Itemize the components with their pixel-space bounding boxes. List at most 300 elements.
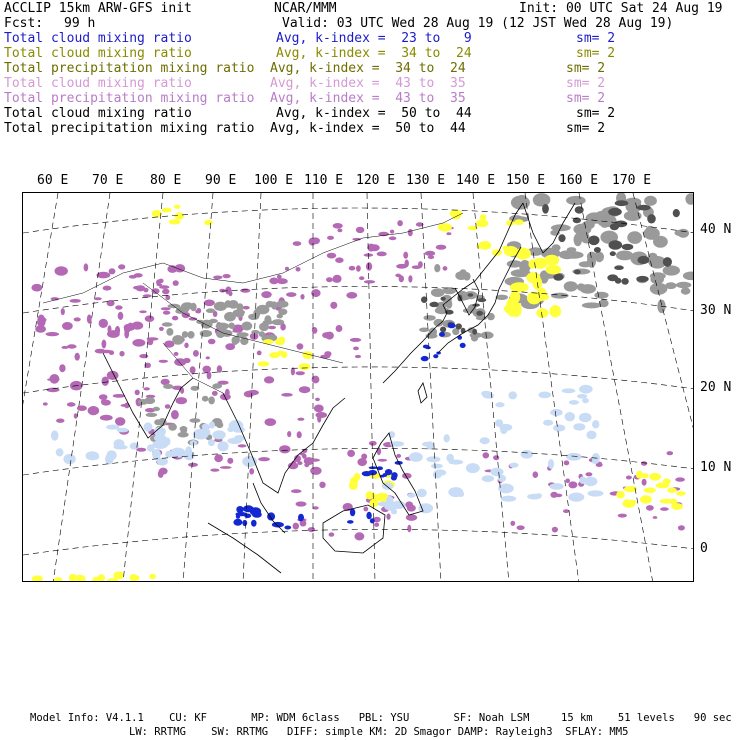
cloud-patch-light-blue <box>449 460 464 465</box>
cloud-patch-dark-gray <box>477 298 486 302</box>
cloud-patch-blue <box>242 520 247 526</box>
field-smoothing: sm= 2 <box>576 31 616 46</box>
cloud-patch-purple <box>329 532 335 536</box>
cloud-patch-purple <box>206 356 210 359</box>
cloud-patch-purple <box>139 310 147 313</box>
cloud-patch-gray <box>564 281 578 291</box>
cloud-patch-light-blue <box>579 385 593 394</box>
cloud-patch-gray <box>631 235 641 243</box>
cloud-patch-purple <box>232 330 242 333</box>
cloud-patch-blue <box>433 354 438 358</box>
cloud-patch-purple <box>67 344 77 348</box>
field-row <box>0 61 740 76</box>
cloud-patch-purple <box>407 525 411 532</box>
cloud-patch-yellow <box>162 208 172 213</box>
cloud-patch-dark-gray <box>608 208 622 216</box>
cloud-patch-purple <box>277 278 288 284</box>
cloud-patch-light-blue <box>569 400 579 405</box>
cloud-patch-purple <box>364 280 375 283</box>
cloud-patch-dark-gray <box>588 236 599 246</box>
lon-label: 170 E <box>612 173 652 188</box>
cloud-patch-light-blue <box>538 392 551 399</box>
cloud-patch-purple <box>377 252 387 257</box>
cloud-patch-yellow <box>476 220 489 228</box>
cloud-patch-purple <box>74 317 81 321</box>
cloud-patch-purple <box>350 338 361 342</box>
cloud-patch-purple <box>374 523 379 527</box>
cloud-patch-gray <box>564 251 583 259</box>
cloud-patch-purple <box>428 255 434 259</box>
fcst-label: Fcst: <box>4 16 44 31</box>
cloud-patch-light-blue <box>212 430 225 439</box>
cloud-patch-dark-gray <box>637 205 651 211</box>
coastline-taiwan <box>418 383 427 403</box>
cloud-patch-dark-gray <box>472 329 477 335</box>
cloud-patch-purple <box>347 450 355 457</box>
map-frame <box>22 192 694 582</box>
cloud-patch-light-blue <box>444 434 450 442</box>
cloud-patch-gray <box>665 282 676 289</box>
cloud-patch-purple <box>113 394 125 398</box>
cloud-patch-blue <box>284 526 291 530</box>
cloud-patch-gray <box>663 265 680 275</box>
cloud-patch-purple <box>31 284 42 292</box>
cloud-patch-purple <box>156 279 161 285</box>
cloud-patch-light-blue <box>106 425 119 430</box>
cloud-patch-purple <box>139 354 148 358</box>
cloud-patch-gray <box>650 275 664 284</box>
field-name: Total precipitation mixing ratio <box>4 61 255 76</box>
field-k-index: Avg, k-index = 43 to 35 <box>270 76 466 91</box>
cloud-patch-yellow <box>532 293 549 301</box>
cloud-patch-light-blue <box>579 413 592 423</box>
cloud-patch-gray <box>263 320 274 325</box>
cloud-patch-purple <box>563 509 569 513</box>
cloud-patch-blue <box>460 343 466 348</box>
cloud-patch-purple <box>357 458 367 466</box>
cloud-patch-purple <box>38 315 45 325</box>
cloud-patch-dark-gray <box>468 293 474 297</box>
cloud-patch-gray <box>616 251 633 261</box>
cloud-patch-yellow <box>546 265 562 275</box>
cloud-patch-purple <box>408 275 412 282</box>
cloud-patch-yellow <box>258 361 270 366</box>
cloud-patch-light-blue <box>227 427 234 432</box>
cloud-patch-blue <box>236 506 243 513</box>
meridian-line <box>473 193 509 582</box>
cloud-patch-purple <box>159 360 168 363</box>
cloud-patch-light-blue <box>483 393 494 399</box>
lon-label: 70 E <box>92 173 124 188</box>
cloud-patch-light-blue <box>592 420 599 428</box>
cloud-patch-purple <box>133 286 144 290</box>
cloud-patch-yellow <box>676 491 686 496</box>
cloud-patch-gray <box>163 384 173 389</box>
cloud-patch-blue <box>236 514 240 519</box>
cloud-patch-light-blue <box>426 441 434 450</box>
cloud-patch-gray <box>419 328 429 333</box>
cloud-patch-purple <box>667 451 674 455</box>
cloud-patch-yellow <box>169 219 181 224</box>
cloud-patch-dark-gray <box>636 276 648 282</box>
cloud-patch-purple <box>297 418 304 421</box>
cloud-patch-yellow <box>299 363 310 370</box>
graticule-layer <box>23 193 694 582</box>
cloud-patch-purple <box>304 463 309 467</box>
cloud-patch-light-blue <box>549 483 563 490</box>
cloud-patch-dark-gray <box>431 302 439 307</box>
init-time: Init: 00 UTC Sat 24 Aug 19 <box>519 1 723 16</box>
cloud-patch-purple <box>55 266 68 276</box>
cloud-patch-light-blue <box>501 496 516 502</box>
cloud-patch-purple <box>220 466 232 469</box>
cloud-patch-purple <box>646 505 654 511</box>
cloud-patch-purple <box>386 513 390 519</box>
cloud-patch-light-blue <box>579 476 586 484</box>
lat-label: 0 <box>700 541 708 556</box>
field-row <box>0 91 740 106</box>
cloud-patch-purple <box>355 532 365 540</box>
cloud-patch-purple <box>297 343 304 349</box>
cloud-patch-light-blue <box>584 477 597 487</box>
cloud-patch-yellow <box>622 500 635 508</box>
cloud-patch-yellow <box>636 471 643 479</box>
cloud-patch-blue <box>252 511 262 518</box>
cloud-patch-purple <box>257 351 262 356</box>
cloud-patch-gray <box>587 252 597 262</box>
cloud-patch-yellow <box>670 499 678 505</box>
cloud-patch-purple <box>165 404 171 409</box>
cloud-patch-light-blue <box>217 441 228 451</box>
cloud-patch-purple <box>204 300 215 307</box>
lon-label: 160 E <box>559 173 599 188</box>
cloud-patch-purple <box>353 347 359 351</box>
cloud-patch-light-blue <box>56 448 64 456</box>
cloud-patch-gray <box>434 264 440 272</box>
coastline-indochina <box>223 393 345 493</box>
cloud-patch-dark-gray <box>614 265 624 270</box>
cloud-patch-light-blue <box>550 409 562 416</box>
cloud-patch-light-blue <box>548 459 554 469</box>
cloud-patch-gray <box>685 193 694 205</box>
cloud-patch-purple <box>107 330 120 338</box>
cloud-patch-yellow <box>366 491 374 499</box>
cloud-patch-purple <box>446 232 451 235</box>
cloud-patch-blue <box>391 475 397 480</box>
fcst-value: 99 h <box>64 16 96 31</box>
cloud-patch-purple <box>296 371 305 375</box>
cloud-patch-purple <box>100 415 113 421</box>
cloud-patch-purple <box>349 266 356 271</box>
cloud-patch-gray <box>187 331 194 339</box>
cloud-patch-purple <box>210 469 219 472</box>
cloud-patch-yellow <box>278 337 285 341</box>
meridian-line <box>23 193 58 582</box>
cloud-patch-light-blue <box>521 450 533 459</box>
cloud-patch-purple <box>312 327 318 334</box>
cloud-patch-dark-gray <box>594 247 601 253</box>
valid-time: Valid: 03 UTC Wed 28 Aug 19 (12 JST Wed 28 Aug 19) <box>282 16 674 31</box>
cloud-patch-purple <box>265 418 277 426</box>
cloud-patch-gray <box>202 396 209 402</box>
cloud-patch-purple <box>99 394 108 400</box>
cloud-patch-dark-gray <box>647 214 656 223</box>
lon-label: 100 E <box>254 173 294 188</box>
model-info-line1: Model Info: V4.1.1 CU: KF MP: WDM 6class PBL: YSU SF: Noah LSM 15 km 51 levels 90 sec <box>30 712 732 724</box>
cloud-patch-gray <box>224 312 236 322</box>
cloud-patch-purple <box>425 251 435 256</box>
cloud-patch-yellow <box>450 210 463 218</box>
field-k-index: Avg, k-index = 34 to 24 <box>270 61 466 76</box>
cloud-patch-yellow <box>536 308 548 318</box>
cloud-patch-light-blue <box>409 452 423 462</box>
cloud-patch-purple <box>99 319 108 328</box>
cloud-patch-light-blue <box>434 469 446 475</box>
cloud-patch-purple <box>335 257 343 263</box>
cloud-patch-purple <box>132 339 145 347</box>
cloud-patch-purple <box>293 523 299 530</box>
cloud-patch-gray <box>200 330 212 337</box>
cloud-patch-yellow <box>369 499 378 507</box>
cloud-patch-purple <box>653 516 658 519</box>
cloud-patch-purple <box>483 452 490 458</box>
cloud-patch-light-blue <box>152 449 161 460</box>
lon-label: 130 E <box>406 173 446 188</box>
cloud-patch-purple <box>311 237 320 244</box>
cloud-patch-purple <box>660 507 669 511</box>
cloud-patch-purple <box>359 276 364 280</box>
cloud-patch-dark-gray <box>622 244 634 250</box>
field-row <box>0 46 740 61</box>
cloud-patch-purple <box>407 505 416 512</box>
cloud-patch-purple <box>436 245 447 250</box>
cloud-patch-light-blue <box>562 388 576 393</box>
cloud-patch-purple <box>145 315 155 322</box>
cloud-patch-purple <box>202 366 211 373</box>
field-smoothing: sm= 2 <box>566 121 606 136</box>
cloud-patch-purple <box>552 527 558 533</box>
cloud-patch-purple <box>408 229 413 236</box>
cloud-patch-purple <box>264 376 274 383</box>
field-smoothing: sm= 2 <box>576 106 616 121</box>
cloud-patch-light-blue <box>391 509 397 514</box>
cloud-patch-purple <box>568 481 577 488</box>
cloud-patch-yellow <box>438 223 452 232</box>
cloud-patch-purple <box>144 288 149 293</box>
cloud-patch-purple <box>268 326 276 329</box>
cloud-patch-purple <box>317 415 321 423</box>
cloud-patch-blue <box>449 323 456 328</box>
cloud-patch-light-blue <box>543 420 553 426</box>
cloud-patch-purple <box>369 441 377 446</box>
cloud-patch-light-blue <box>509 463 518 468</box>
cloud-patch-light-blue <box>508 391 517 399</box>
cloud-patch-purple <box>297 461 302 465</box>
cloud-patch-yellow <box>512 303 522 317</box>
cloud-patch-dark-gray <box>574 270 581 275</box>
field-name: Total cloud mixing ratio <box>4 106 192 121</box>
cloud-patch-purple <box>62 322 73 330</box>
cloud-patch-yellow <box>550 305 562 317</box>
cloud-patch-yellow <box>502 246 509 251</box>
cloud-patch-gray <box>162 322 173 326</box>
cloud-patch-gray <box>242 322 253 331</box>
cloud-patch-purple <box>396 264 407 269</box>
cloud-patch-light-blue <box>573 423 585 430</box>
cloud-patch-blue <box>370 518 375 523</box>
cloud-patch-gray <box>253 309 260 318</box>
cloud-patch-light-blue <box>553 425 565 432</box>
lat-label: 10 N <box>700 460 732 475</box>
cloud-patch-gray <box>181 302 194 310</box>
field-name: Total cloud mixing ratio <box>4 76 192 91</box>
cloud-patch-purple <box>356 265 361 271</box>
cloud-patch-light-blue <box>417 489 427 498</box>
meridian-line <box>123 193 163 582</box>
cloud-patch-light-blue <box>378 502 392 507</box>
cloud-patch-purple <box>403 252 408 259</box>
cloud-patch-purple <box>336 325 343 332</box>
cloud-patch-purple <box>311 289 320 297</box>
cloud-patch-gray <box>172 335 184 345</box>
cloud-patch-purple <box>675 477 685 481</box>
cloud-patch-purple <box>258 457 270 461</box>
cloud-patch-purple <box>286 292 296 297</box>
cloud-patch-purple <box>176 397 187 404</box>
cloud-patch-purple <box>183 358 190 363</box>
cloud-patch-purple <box>101 400 109 403</box>
field-smoothing: sm= 2 <box>576 46 616 61</box>
cloud-patch-blue <box>362 471 372 476</box>
cloud-patch-gray <box>424 315 436 321</box>
cloud-patch-purple <box>678 525 685 530</box>
field-row <box>0 106 740 121</box>
cloud-patch-gray <box>266 301 274 308</box>
field-k-index: Avg, k-index = 23 to 9 <box>276 31 472 46</box>
cloud-patch-purple <box>100 350 113 354</box>
cloud-patch-yellow <box>510 291 520 304</box>
cloud-patch-purple <box>279 445 290 453</box>
cloud-patch-purple <box>324 351 331 357</box>
cloud-patch-purple <box>163 311 170 315</box>
cloud-patch-light-blue <box>105 454 114 464</box>
field-name: Total precipitation mixing ratio <box>4 121 255 136</box>
cloud-patch-purple <box>88 406 100 415</box>
cloud-patch-purple <box>132 322 144 330</box>
cloud-patch-purple <box>333 223 343 229</box>
field-smoothing: sm= 2 <box>566 61 606 76</box>
cloud-patch-purple <box>159 468 168 475</box>
cloud-patch-gray <box>146 413 158 417</box>
cloud-patch-purple <box>115 417 125 426</box>
cloud-patch-purple <box>174 352 179 356</box>
cloud-patch-gray <box>683 272 694 281</box>
cloud-patch-purple <box>316 412 328 418</box>
cloud-patch-light-blue <box>154 434 166 442</box>
cloud-patch-purple <box>296 501 307 506</box>
cloud-patch-light-blue <box>114 439 125 448</box>
cloud-patch-gray <box>144 397 155 404</box>
cloud-patch-purple <box>399 275 404 282</box>
cloud-patch-gray <box>676 282 691 288</box>
cloud-patch-dark-gray <box>621 278 628 285</box>
cloud-patch-gray <box>577 283 586 290</box>
cloud-patch-blue <box>298 514 304 521</box>
cloud-patch-purple <box>641 461 647 466</box>
lat-label: 20 N <box>700 380 732 395</box>
cloud-patch-purple <box>103 286 112 291</box>
cloud-patch-yellow <box>616 491 625 499</box>
cloud-patch-purple <box>310 459 320 462</box>
cloud-patch-gray <box>582 221 595 230</box>
cloud-patch-purple <box>389 236 397 240</box>
cloud-patch-gray <box>582 302 602 308</box>
cloud-patch-gray <box>431 288 445 297</box>
cloud-patch-purple <box>77 405 87 411</box>
cloud-patch-purple <box>135 390 140 396</box>
cloud-patch-light-blue <box>185 446 192 456</box>
cloud-patch-blue <box>233 519 242 526</box>
cloud-patch-light-blue <box>588 490 604 496</box>
cloud-patch-purple <box>293 241 302 246</box>
cloud-patch-light-blue <box>448 487 463 497</box>
cloud-patch-gray <box>216 422 223 428</box>
cloud-patch-light-blue <box>568 493 584 502</box>
cloud-patch-light-blue <box>500 425 507 434</box>
cloud-patch-purple <box>102 340 107 349</box>
cloud-patch-dark-gray <box>673 209 680 217</box>
cloud-patch-purple <box>225 287 231 295</box>
cloud-patch-gray <box>533 193 551 206</box>
cloud-patch-light-blue <box>144 422 153 431</box>
cloud-patch-gray <box>681 288 691 295</box>
cloud-patch-purple <box>281 393 293 397</box>
cloud-patch-gray <box>434 319 444 327</box>
cloud-patch-purple <box>220 394 231 401</box>
cloud-patch-gray <box>594 292 608 299</box>
cloud-patch-yellow <box>514 219 523 225</box>
cloud-patch-purple <box>396 454 401 458</box>
cloud-patch-light-blue <box>426 456 440 462</box>
cloud-patch-purple <box>300 294 304 300</box>
cloud-patch-yellow <box>149 574 156 579</box>
cloud-patch-gray <box>229 323 235 329</box>
cloud-patch-purple <box>119 351 124 357</box>
cloud-patch-gray <box>471 334 478 341</box>
cloud-patch-purple <box>171 410 179 419</box>
cloud-patch-purple <box>493 455 499 460</box>
field-k-index: Avg, k-index = 34 to 24 <box>276 46 472 61</box>
cloud-patch-purple <box>356 227 365 233</box>
cloud-patch-purple <box>361 454 367 460</box>
cloud-patch-purple <box>43 402 48 405</box>
cloud-patch-dark-gray <box>553 274 563 281</box>
cloud-patch-gray <box>232 336 239 345</box>
cloud-patch-purple <box>124 329 129 339</box>
lat-label: 40 N <box>700 222 732 237</box>
lon-label: 150 E <box>506 173 546 188</box>
cloud-patch-light-blue <box>86 451 99 460</box>
cloud-patch-light-blue <box>165 451 173 458</box>
cloud-patch-yellow <box>98 574 105 581</box>
cloud-patch-purple <box>143 387 150 390</box>
cloud-patch-purple <box>173 280 179 286</box>
cloud-patch-light-blue <box>227 438 242 444</box>
cloud-patch-yellow <box>174 205 181 209</box>
cloud-patch-purple <box>314 405 324 413</box>
cloud-patch-purple <box>406 514 417 521</box>
cloud-patch-gray <box>206 308 215 313</box>
